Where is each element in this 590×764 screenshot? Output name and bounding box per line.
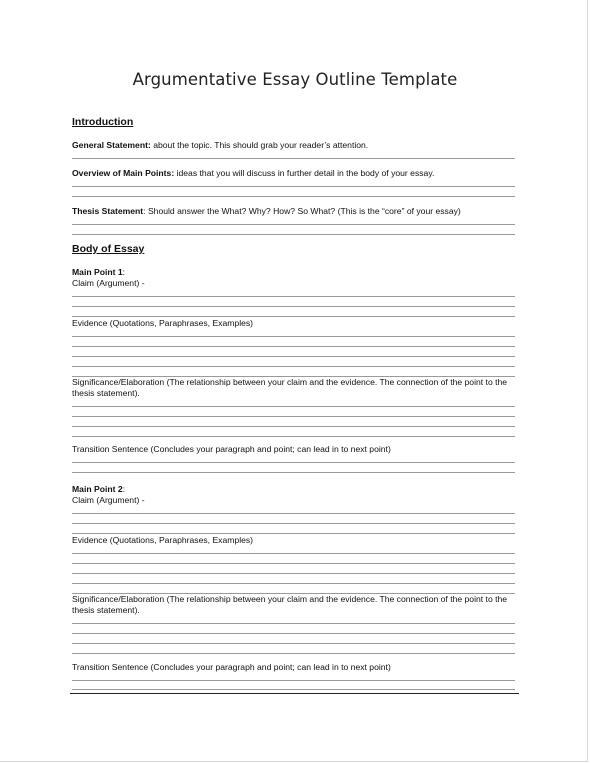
thesis-statement xyxy=(72,206,461,217)
thesis-label: Thesis Statement xyxy=(72,206,144,216)
writing-line xyxy=(72,426,515,427)
main-point-1-transition: Transition Sentence (Concludes your paragraph and point; can lead in to next point) xyxy=(72,444,391,454)
overview-main-points xyxy=(72,168,434,179)
writing-line xyxy=(72,513,515,514)
writing-line xyxy=(72,472,515,473)
general-statement-text: about the topic. This should grab your reader’s attention. xyxy=(150,140,369,150)
writing-line xyxy=(72,623,515,624)
writing-line xyxy=(72,356,515,357)
main-point-1-heading xyxy=(72,267,125,278)
main-point-1-significance: Significance/Elaboration (The relationship between your claim and the evidence. The connection of the point to the thesis statement). xyxy=(72,377,508,398)
writing-line xyxy=(72,158,515,159)
writing-line xyxy=(72,224,515,225)
writing-line xyxy=(72,523,515,524)
writing-line xyxy=(72,563,515,564)
main-point-2-evidence: Evidence (Quotations, Paraphrases, Examples) xyxy=(72,535,254,545)
writing-line xyxy=(72,583,515,584)
writing-line xyxy=(72,234,515,235)
general-statement-label: General Statement: xyxy=(72,140,151,150)
writing-line xyxy=(72,643,515,644)
writing-line xyxy=(72,573,515,574)
writing-line xyxy=(72,196,515,197)
general-statement xyxy=(72,140,368,151)
main-point-2-transition: Transition Sentence (Concludes your paragraph and point; can lead in to next point) xyxy=(72,662,391,672)
writing-line xyxy=(72,462,515,463)
writing-line xyxy=(72,633,515,634)
main-point-2-claim: Claim (Argument) - xyxy=(72,495,145,505)
writing-line xyxy=(72,306,515,307)
main-point-1-label: Main Point 1 xyxy=(72,267,123,277)
writing-line xyxy=(72,186,515,187)
main-point-2-significance: Significance/Elaboration (The relationship between your claim and the evidence. The connection of the point to the thesis statement). xyxy=(72,594,508,615)
body-heading: Body of Essay xyxy=(72,243,145,255)
writing-line xyxy=(72,689,515,690)
writing-line xyxy=(72,296,515,297)
writing-line xyxy=(72,533,515,534)
writing-line xyxy=(72,680,515,681)
main-point-1-colon: : xyxy=(122,267,126,277)
thesis-text: : Should answer the What? Why? How? So What? (This is the “core” of your essay) xyxy=(143,206,461,216)
bottom-rule xyxy=(70,693,519,694)
introduction-heading: Introduction xyxy=(72,116,134,128)
writing-line xyxy=(72,346,515,347)
writing-line xyxy=(72,436,515,437)
overview-label: Overview of Main Points: xyxy=(72,168,175,178)
writing-line xyxy=(72,406,515,407)
writing-line xyxy=(72,336,515,337)
main-point-1-claim: Claim (Argument) - xyxy=(72,278,145,288)
writing-line xyxy=(72,366,515,367)
overview-text: ideas that you will discuss in further detail in the body of your essay. xyxy=(174,168,435,178)
writing-line xyxy=(72,553,515,554)
main-point-2-label: Main Point 2 xyxy=(72,484,123,494)
main-point-2-heading xyxy=(72,484,125,495)
main-point-1-evidence: Evidence (Quotations, Paraphrases, Examples) xyxy=(72,318,254,328)
main-point-2-colon: : xyxy=(122,484,126,494)
writing-line xyxy=(72,316,515,317)
writing-line xyxy=(72,416,515,417)
writing-line xyxy=(72,653,515,654)
page-title: Argumentative Essay Outline Template xyxy=(132,70,458,89)
